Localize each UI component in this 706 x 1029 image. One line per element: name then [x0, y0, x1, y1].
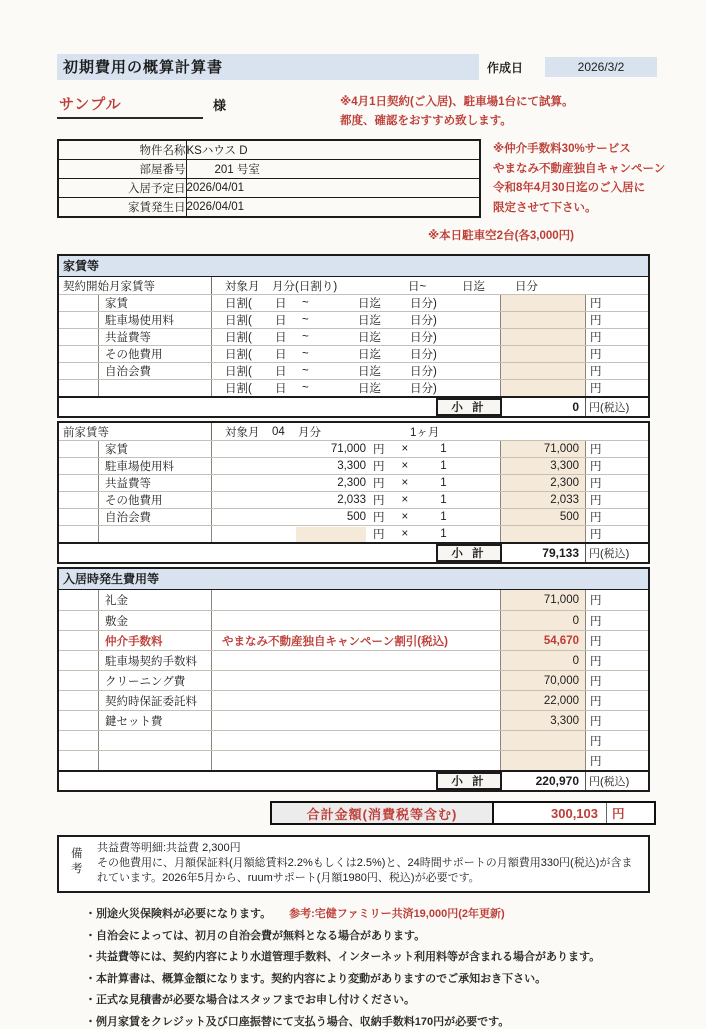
table-row — [59, 610, 648, 630]
amount-cell — [500, 526, 585, 542]
unit-cell: 円 — [585, 631, 648, 650]
honorific-label: 様 — [213, 98, 227, 113]
unit-cell: 円 — [585, 509, 648, 525]
amount-cell: 70,000 — [500, 671, 585, 690]
note-cell — [212, 671, 500, 690]
grand-total-amount: 300,103 — [551, 805, 598, 821]
table-row — [59, 750, 648, 770]
fee-label — [99, 380, 212, 396]
campaign-note-line4: 限定させて下さい。 — [493, 201, 597, 214]
table-row — [59, 440, 648, 457]
note-cell — [212, 751, 500, 770]
unit-cell: 円 — [585, 363, 648, 379]
table-row — [59, 508, 648, 525]
unit-cell: 円 — [585, 651, 648, 670]
amount-cell — [500, 312, 585, 328]
note-cell — [212, 731, 500, 750]
unit-cell: 円 — [585, 380, 648, 396]
calculation-cell: 3,300 円 × 1 — [337, 460, 447, 473]
remarks-box — [57, 835, 650, 893]
table-row — [59, 345, 648, 362]
proration-cell: 日割( 日 ~ 日迄 日分) — [225, 382, 437, 395]
page-title: 初期費用の概算計算書 — [57, 54, 479, 80]
unit-cell: 円 — [585, 441, 648, 457]
remarks-label: 備考 — [71, 848, 83, 875]
title-bar — [57, 54, 657, 80]
footnote-item: ・共益費等には、契約内容により水道管理手数料、インターネット利用料等が含まれる場合があります。 — [85, 951, 601, 963]
subtotal-unit: 円(税込) — [585, 398, 648, 416]
table-row — [58, 178, 480, 197]
fee-label: その他費用 — [99, 346, 212, 362]
note-cell — [212, 651, 500, 670]
fee-label: 礼金 — [99, 590, 212, 610]
note-cell — [212, 590, 500, 610]
amount-cell: 0 — [500, 651, 585, 670]
fee-label: 家賃 — [99, 441, 212, 457]
advance-rent-subheader-row — [59, 423, 648, 440]
parking-availability-note: ※本日駐車空2台(各3,000円) — [428, 230, 575, 242]
customer-name-underline — [57, 93, 203, 119]
rent-start-date-value: 2026/04/01 — [186, 197, 480, 217]
table-row — [59, 294, 648, 311]
table-row — [58, 140, 480, 160]
campaign-discount-note: やまなみ不動産独自キャンペーン割引(税込) — [222, 635, 448, 648]
property-name-label: 物件名称 — [58, 140, 186, 160]
amount-cell: 500 — [500, 509, 585, 525]
amount-cell: 0 — [500, 611, 585, 630]
advance-rent-section — [57, 421, 650, 564]
amount-cell: 54,670 — [500, 631, 585, 650]
unit-cell: 円 — [585, 458, 648, 474]
table-row — [59, 710, 648, 730]
amount-cell: 22,000 — [500, 691, 585, 710]
calculation-cell: 2,300 円 × 1 — [337, 477, 447, 490]
note-cell — [212, 691, 500, 710]
calculation-cell: 71,000 円 × 1 — [330, 443, 447, 456]
table-row — [59, 590, 648, 610]
table-row — [59, 650, 648, 670]
table-row — [59, 457, 648, 474]
table-row — [59, 474, 648, 491]
unit-cell: 円 — [585, 590, 648, 610]
footnotes — [85, 907, 670, 1029]
subtotal-label: 小 計 — [436, 772, 502, 790]
unit-cell: 円 — [585, 346, 648, 362]
trial-note-line2: 都度、確認をおすすめ致します。 — [340, 115, 512, 127]
amount-cell — [500, 346, 585, 362]
calculation-cell: 2,033 円 × 1 — [337, 494, 447, 507]
fee-label: クリーニング費 — [99, 671, 212, 690]
unit-cell: 円 — [585, 731, 648, 750]
subtotal-amount: 79,133 — [542, 546, 579, 560]
table-row — [59, 328, 648, 345]
amount-cell — [500, 295, 585, 311]
grand-total-row — [270, 801, 656, 825]
trial-note-line1: ※4月1日契約(ご入居)、駐車場1台にて試算。 — [340, 96, 574, 108]
amount-cell: 3,300 — [500, 458, 585, 474]
movein-costs-title: 入居時発生費用等 — [59, 569, 648, 590]
unit-cell: 円 — [585, 711, 648, 730]
grand-total-unit: 円 — [606, 803, 654, 823]
unit-cell: 円 — [585, 492, 648, 508]
fee-label: 仲介手数料 — [99, 631, 212, 650]
fee-label: 契約時保証委託料 — [99, 691, 212, 710]
table-row — [59, 730, 648, 750]
rent-section-title: 家賃等 — [59, 256, 648, 277]
fee-label: 共益費等 — [99, 329, 212, 345]
footnote-item: ・例月家賃をクレジット及び口座振替にて支払う場合、収納手数料170円が必要です。 — [85, 1015, 510, 1028]
fee-label: 駐車場契約手数料 — [99, 651, 212, 670]
rent-subtotal-row — [59, 396, 648, 416]
unit-cell: 円 — [585, 671, 648, 690]
calculation-cell: 円 × 1 — [212, 526, 500, 542]
table-row — [58, 160, 480, 179]
trial-calculation-note — [340, 93, 574, 131]
unit-cell: 円 — [585, 475, 648, 491]
fee-label — [99, 751, 212, 770]
note-cell — [212, 711, 500, 730]
subtotal-unit: 円(税込) — [585, 772, 648, 790]
grand-total-label: 合計金額(消費税等含む) — [272, 803, 494, 823]
proration-cell: 日割( 日 ~ 日迄 日分) — [225, 365, 437, 378]
unit-cell: 円 — [585, 526, 648, 542]
footnote-item: ・正式な見積書が必要な場合はスタッフまでお申し付けください。 — [85, 994, 415, 1006]
brokerage-fee-row — [59, 630, 648, 650]
campaign-note-line2: やまなみ不動産独自キャンペーン — [493, 162, 666, 175]
table-row — [59, 311, 648, 328]
footnote-item: ・本計算書は、概算金額になります。契約内容により変動がありますのでご承知おき下さい。 — [85, 972, 547, 985]
amount-cell: 3,300 — [500, 711, 585, 730]
period-label: 1ヶ月 — [410, 426, 440, 439]
table-row — [59, 362, 648, 379]
amount-cell: 2,033 — [500, 492, 585, 508]
fee-label — [99, 526, 212, 542]
fee-label: 家賃 — [99, 295, 212, 311]
proration-cell: 日割( 日 ~ 日迄 日分) — [225, 348, 437, 361]
table-row — [59, 379, 648, 396]
insurance-reference-note: 参考:宅健ファミリー共済19,000円(2年更新) — [289, 908, 505, 920]
note-cell — [212, 611, 500, 630]
table-row — [59, 491, 648, 508]
unit-cell: 円 — [585, 312, 648, 328]
rent-section — [57, 254, 650, 418]
unit-cell: 円 — [585, 751, 648, 770]
fee-label: 駐車場使用料 — [99, 458, 212, 474]
movein-costs-section — [57, 567, 650, 792]
amount-cell: 71,000 — [500, 441, 585, 457]
movein-subtotal-row — [59, 770, 648, 790]
subtotal-amount: 220,970 — [535, 774, 579, 788]
unit-cell: 円 — [585, 691, 648, 710]
property-name-value: KSハウス D — [186, 140, 480, 160]
created-date — [487, 57, 657, 77]
subtotal-label: 小 計 — [436, 398, 502, 416]
remarks-line2: その他費用に、月額保証料(月額総賃料2.2%もしくは2.5%)と、24時間サポートの月額費用330円(税込)が含まれています。2026年5月から、ruumサポート(月額1980円、税込)が必要です。 — [97, 857, 633, 884]
customer-name: サンプル — [59, 96, 122, 113]
proration-cell: 日割( 日 ~ 日迄 日分) — [225, 314, 437, 327]
calculation-cell: 500 円 × 1 — [346, 511, 447, 524]
table-row — [59, 690, 648, 710]
amount-cell — [500, 363, 585, 379]
fee-label: 鍵セット費 — [99, 711, 212, 730]
contract-start-month-label: 契約開始月家賃等 — [59, 277, 212, 294]
amount-cell — [500, 751, 585, 770]
footnote-item: ・別途火災保険料が必要になります。 参考:宅健ファミリー共済19,000円(2年更新) — [85, 908, 505, 920]
fee-label: 自治会費 — [99, 363, 212, 379]
advance-rent-subtotal-row — [59, 542, 648, 562]
campaign-note-line1: ※仲介手数料30%サービス — [493, 143, 631, 155]
created-date-value: 2026/3/2 — [545, 57, 657, 77]
room-number-label: 部屋番号 — [58, 160, 186, 179]
subtotal-unit: 円(税込) — [585, 544, 648, 562]
remarks-line1: 共益費等明細:共益費 2,300円 — [97, 842, 241, 854]
unit-cell: 円 — [585, 611, 648, 630]
footnote-item: ・自治会によっては、初月の自治会費が無料となる場合があります。 — [85, 929, 426, 942]
proration-cell: 日割( 日 ~ 日迄 日分) — [225, 297, 437, 310]
amount-cell: 71,000 — [500, 590, 585, 610]
rent-subheader-columns: 対象月 月分(日割り) 日~ 日迄 日分 — [225, 280, 538, 293]
subtotal-amount: 0 — [572, 400, 579, 414]
remarks-body — [97, 841, 640, 886]
rent-subheader-row — [59, 277, 648, 294]
room-number-value: 201 号室 — [186, 160, 480, 179]
movein-date-label: 入居予定日 — [58, 178, 186, 197]
rent-start-date-label: 家賃発生日 — [58, 197, 186, 217]
fee-label: その他費用 — [99, 492, 212, 508]
campaign-note — [493, 139, 665, 218]
proration-cell: 日割( 日 ~ 日迄 日分) — [225, 331, 437, 344]
property-info-row — [57, 139, 706, 218]
table-row — [58, 197, 480, 217]
fee-label: 駐車場使用料 — [99, 312, 212, 328]
unit-cell: 円 — [585, 329, 648, 345]
movein-date-value: 2026/04/01 — [186, 178, 480, 197]
created-date-label: 作成日 — [487, 60, 524, 75]
fee-label: 共益費等 — [99, 475, 212, 491]
fee-label — [99, 731, 212, 750]
fee-label: 敷金 — [99, 611, 212, 630]
amount-cell — [500, 731, 585, 750]
customer-row — [57, 93, 657, 131]
amount-cell — [500, 380, 585, 396]
advance-rent-title: 前家賃等 — [59, 423, 212, 440]
advance-rent-subheader-columns: 対象月 04 月分 1ヶ月 — [225, 425, 440, 439]
amount-cell: 2,300 — [500, 475, 585, 491]
campaign-note-line3: 令和8年4月30日迄のご入居に — [493, 182, 646, 194]
fee-label: 自治会費 — [99, 509, 212, 525]
table-row — [59, 525, 648, 542]
table-row — [59, 670, 648, 690]
amount-cell — [500, 329, 585, 345]
property-table — [57, 139, 481, 218]
subtotal-label: 小 計 — [436, 544, 502, 562]
unit-cell: 円 — [585, 295, 648, 311]
